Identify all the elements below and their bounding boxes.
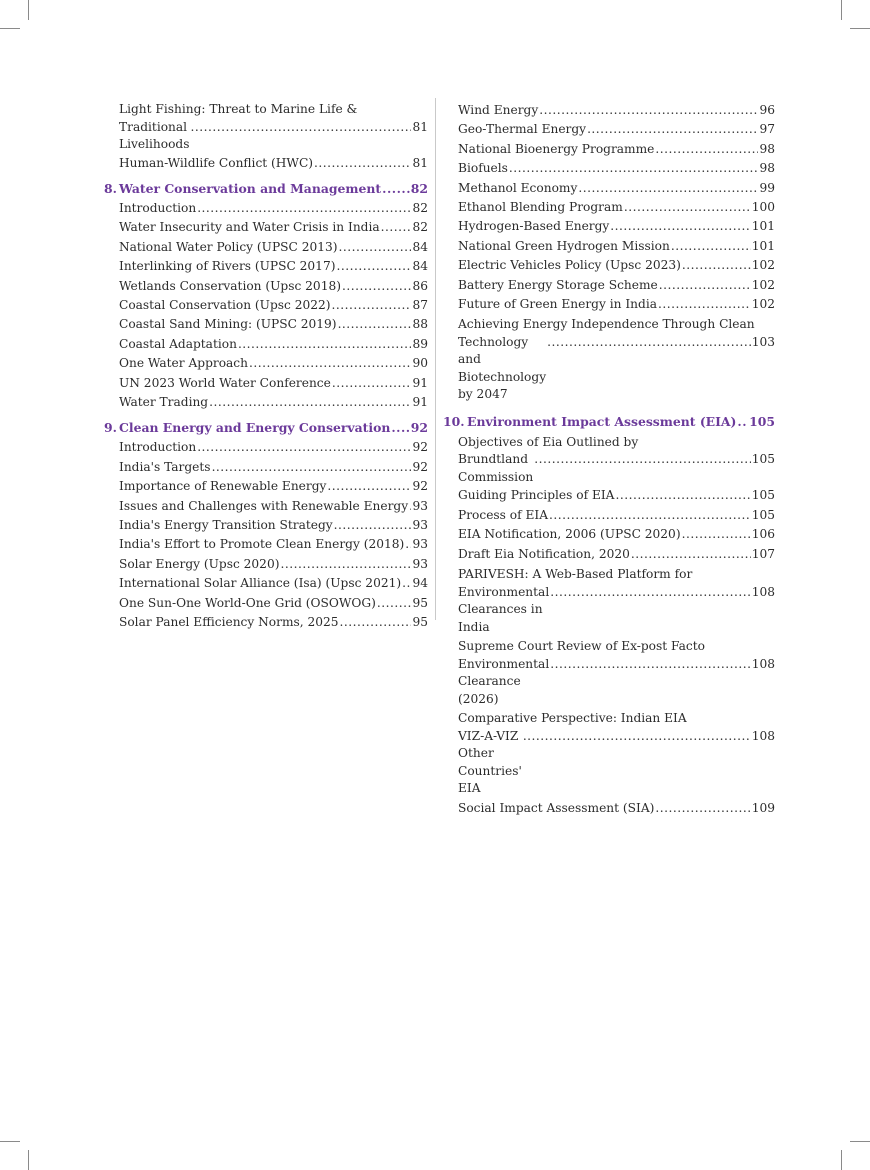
page-number: 103 (751, 334, 775, 349)
entry-title: Achieving Energy Independence Through Clean (458, 317, 755, 332)
page-number: 105 (751, 507, 775, 522)
toc-entry[interactable] (443, 198, 775, 217)
leader-dots (197, 438, 411, 457)
page-number: 91 (412, 394, 428, 409)
page-number: 96 (759, 103, 775, 117)
toc-entry[interactable] (104, 335, 428, 354)
entry-title: Electric Vehicles Policy (Upsc 2023) (458, 258, 681, 273)
page-number: 109 (751, 800, 775, 815)
toc-entry[interactable] (104, 101, 428, 154)
leader-dots (238, 335, 412, 354)
leader-dots (391, 418, 409, 438)
page-number: 93 (412, 518, 428, 532)
entry-title: UN 2023 World Water Conference (119, 375, 331, 390)
toc-entry[interactable] (443, 710, 775, 798)
leader-dots (338, 238, 411, 257)
toc-entry[interactable] (104, 535, 428, 554)
leader-dots (332, 374, 412, 393)
crop-mark (0, 1141, 20, 1142)
chapter-title: Environment Impact Assessment (EIA) (467, 413, 737, 429)
entry-title: National Green Hydrogen Mission (458, 238, 670, 253)
entry-title: Solar Energy (Upsc 2020) (119, 556, 280, 571)
toc-entry[interactable] (104, 199, 428, 218)
page-number: 92 (412, 459, 428, 474)
entry-title: Geo-Thermal Energy (458, 122, 587, 137)
page-number: 92 (412, 440, 428, 455)
toc-entry[interactable] (104, 497, 428, 516)
leader-dots (209, 393, 411, 412)
leader-dots (409, 497, 411, 516)
page-number: 98 (759, 141, 775, 156)
page-number: 102 (751, 258, 775, 273)
entry-title: Issues and Challenges with Renewable Energy (119, 498, 409, 513)
entry-title: National Bioenergy Programme (458, 141, 655, 156)
toc-entry[interactable] (104, 574, 428, 593)
toc-entry[interactable] (443, 237, 775, 256)
page-number: 105 (751, 488, 775, 503)
leader-dots (737, 412, 748, 432)
chapter-number: 9. (104, 420, 117, 436)
toc-entry[interactable] (443, 434, 775, 487)
entry-title: Battery Energy Storage Scheme (458, 277, 658, 292)
toc-entry[interactable] (443, 256, 775, 275)
toc-entry[interactable] (104, 393, 428, 412)
leader-dots (249, 354, 412, 373)
toc-entry[interactable] (443, 566, 775, 636)
leader-dots (550, 656, 751, 674)
chapter-number: 10. (443, 413, 465, 429)
entry-title: VIZ-A-VIZ Other Countries' EIA (458, 728, 522, 796)
toc-entry[interactable] (443, 638, 775, 708)
toc-entry[interactable] (104, 594, 428, 613)
entry-title: Brundtland Commission (458, 452, 534, 484)
toc-entry[interactable] (104, 296, 428, 315)
toc-entry[interactable] (104, 374, 428, 393)
page-number: 98 (759, 161, 775, 176)
page-number: 81 (412, 119, 428, 134)
entry-title: Water Insecurity and Water Crisis in India (119, 220, 380, 235)
entry-title: One Sun-One World-One Grid (OSOWOG) (119, 595, 376, 610)
toc-entry[interactable] (104, 277, 428, 296)
leader-dots (342, 277, 412, 296)
page-number: 107 (751, 546, 775, 561)
leader-dots (381, 218, 412, 237)
toc-entry[interactable] (104, 458, 428, 477)
toc-entry[interactable] (104, 613, 428, 632)
page-number: 93 (412, 537, 428, 552)
entry-title: Comparative Perspective: Indian EIA (458, 711, 687, 726)
toc-entry[interactable] (443, 799, 775, 818)
page-number: 81 (412, 155, 428, 170)
page-number: 89 (412, 336, 428, 351)
entry-title: Future of Green Energy in India (458, 297, 657, 312)
leader-dots (587, 120, 758, 139)
chapter-title: Clean Energy and Energy Conservation (119, 420, 391, 436)
leader-dots (336, 257, 411, 276)
page-number: 91 (412, 375, 428, 390)
page-number: 87 (412, 297, 428, 312)
toc-entry[interactable] (443, 120, 775, 139)
leader-dots (534, 451, 750, 469)
toc-entry[interactable] (443, 159, 775, 178)
leader-dots (212, 458, 412, 477)
page-number: 108 (751, 728, 775, 743)
entry-title: India's Effort to Promote Clean Energy (2018) (119, 537, 405, 552)
page-number: 99 (759, 180, 775, 195)
entry-title: Introduction (119, 440, 197, 455)
toc-entry[interactable] (443, 316, 775, 404)
leader-dots (682, 525, 751, 544)
page-number: 90 (412, 356, 428, 371)
toc-entry[interactable] (104, 516, 428, 535)
page-number: 82 (412, 220, 428, 235)
page-number: 82 (412, 200, 428, 215)
page-number: 105 (749, 413, 775, 429)
page-number: 92 (412, 479, 428, 494)
page-number: 93 (412, 498, 428, 513)
entry-title: Introduction (119, 200, 197, 215)
chapter-heading[interactable] (443, 412, 775, 432)
leader-dots (197, 199, 411, 218)
crop-mark (841, 1150, 842, 1170)
toc-entry[interactable] (443, 179, 775, 198)
leader-dots (327, 477, 411, 496)
column-divider (435, 98, 436, 620)
entry-title: Interlinking of Rivers (UPSC 2017) (119, 259, 336, 274)
page-number: 88 (412, 317, 428, 332)
page-number: 101 (751, 238, 775, 253)
entry-title: Technology and Biotechnology by 2047 (458, 334, 547, 402)
toc-entry[interactable] (104, 238, 428, 257)
entry-title: Human-Wildlife Conflict (HWC) (119, 155, 314, 170)
page-number: 102 (751, 297, 775, 312)
entry-title: Importance of Renewable Energy (119, 479, 327, 494)
leader-dots (377, 594, 412, 613)
entry-title: National Water Policy (UPSC 2013) (119, 239, 338, 254)
leader-dots (631, 545, 751, 564)
toc-entry[interactable] (443, 101, 775, 120)
entry-title: Traditional Livelihoods (119, 119, 190, 151)
page-number: 86 (412, 278, 428, 293)
toc-entry[interactable] (443, 295, 775, 314)
page-number: 100 (751, 200, 775, 215)
toc-entry[interactable] (443, 525, 775, 544)
entry-title: Draft Eia Notification, 2020 (458, 546, 630, 561)
entry-title: Supreme Court Review of Ex-post Facto (458, 639, 705, 654)
page-number: 102 (751, 277, 775, 292)
leader-dots (547, 334, 751, 352)
leader-dots (331, 296, 411, 315)
entry-title: International Solar Alliance (Isa) (Upsc 2021) (119, 576, 402, 591)
crop-mark (28, 0, 29, 20)
leader-dots (402, 574, 411, 593)
leader-dots (280, 555, 411, 574)
chapter-heading[interactable] (104, 418, 428, 438)
leader-dots (615, 486, 750, 505)
entry-title: Guiding Principles of EIA (458, 488, 615, 503)
chapter-heading[interactable] (104, 179, 428, 199)
entry-title: One Water Approach (119, 356, 248, 371)
toc-entry[interactable] (443, 486, 775, 505)
entry-title: Water Trading (119, 394, 209, 409)
entry-title: Process of EIA (458, 507, 549, 522)
toc-entry[interactable] (104, 477, 428, 496)
entry-title: Methanol Economy (458, 180, 578, 195)
chapter-title: Water Conservation and Management (119, 180, 382, 196)
crop-mark (0, 28, 20, 29)
toc-entry[interactable] (104, 257, 428, 276)
entry-title: Hydrogen-Based Energy (458, 219, 610, 234)
page-number: 92 (410, 420, 428, 436)
leader-dots (509, 159, 759, 178)
chapter-number: 8. (104, 180, 117, 196)
toc-entry[interactable] (443, 506, 775, 525)
entry-title: India's Targets (119, 459, 211, 474)
toc-entry[interactable] (443, 217, 775, 236)
entry-title: Coastal Sand Mining: (UPSC 2019) (119, 317, 337, 332)
toc-entry[interactable] (104, 354, 428, 373)
leader-dots (382, 179, 410, 199)
page-number: 94 (412, 576, 428, 591)
leader-dots (610, 217, 750, 236)
page-number: 105 (751, 452, 775, 467)
leader-dots (655, 140, 758, 159)
toc-entry[interactable] (104, 315, 428, 334)
crop-mark (850, 28, 870, 29)
entry-title: Biofuels (458, 161, 508, 176)
page-number: 84 (412, 259, 428, 274)
page-number: 84 (412, 239, 428, 254)
leader-dots (334, 516, 412, 535)
leader-dots (405, 535, 411, 554)
page-number: 82 (410, 180, 428, 196)
leader-dots (659, 276, 751, 295)
toc-entry[interactable] (104, 438, 428, 457)
entry-title: PARIVESH: A Web-Based Platform for (458, 567, 693, 582)
entry-title: Ethanol Blending Program (458, 200, 623, 215)
page-number: 108 (751, 656, 775, 671)
page-number: 108 (751, 584, 775, 599)
leader-dots (539, 101, 758, 120)
leader-dots (550, 584, 751, 602)
toc-left-column (104, 101, 428, 632)
entry-title: Objectives of Eia Outlined by (458, 434, 639, 449)
leader-dots (655, 799, 750, 818)
leader-dots (523, 728, 751, 746)
entry-title: Environmental Clearance (2026) (458, 656, 550, 706)
toc-entry[interactable] (104, 555, 428, 574)
entry-title: Solar Panel Efficiency Norms, 2025 (119, 615, 339, 630)
crop-mark (28, 1150, 29, 1170)
crop-mark (841, 0, 842, 20)
page-number: 106 (751, 527, 775, 542)
entry-title: India's Energy Transition Strategy (119, 518, 333, 532)
toc-entry[interactable] (443, 545, 775, 564)
entry-title: Light Fishing: Threat to Marine Life & (119, 102, 358, 116)
leader-dots (624, 198, 751, 217)
crop-mark (850, 1141, 870, 1142)
page-number: 97 (759, 122, 775, 137)
entry-title: EIA Notification, 2006 (UPSC 2020) (458, 527, 681, 542)
leader-dots (190, 119, 411, 137)
page-number: 93 (412, 556, 428, 571)
toc-entry[interactable] (443, 140, 775, 159)
page-number: 101 (751, 219, 775, 234)
page-number: 95 (412, 595, 428, 610)
toc-entry[interactable] (104, 218, 428, 237)
leader-dots (671, 237, 751, 256)
entry-title: Wetlands Conservation (Upsc 2018) (119, 278, 341, 293)
leader-dots (549, 506, 751, 525)
leader-dots (658, 295, 751, 314)
entry-title: Social Impact Assessment (SIA) (458, 800, 655, 815)
entry-title: Environmental Clearances in India (458, 584, 550, 634)
entry-title: Coastal Adaptation (119, 336, 237, 351)
leader-dots (682, 256, 751, 275)
page-number: 95 (412, 615, 428, 630)
toc-entry[interactable] (104, 154, 428, 173)
leader-dots (338, 315, 412, 334)
entry-title: Wind Energy (458, 103, 539, 117)
toc-right-column (443, 101, 775, 818)
entry-title: Coastal Conservation (Upsc 2022) (119, 297, 331, 312)
toc-entry[interactable] (443, 276, 775, 295)
leader-dots (314, 154, 411, 173)
leader-dots (340, 613, 412, 632)
leader-dots (578, 179, 758, 198)
